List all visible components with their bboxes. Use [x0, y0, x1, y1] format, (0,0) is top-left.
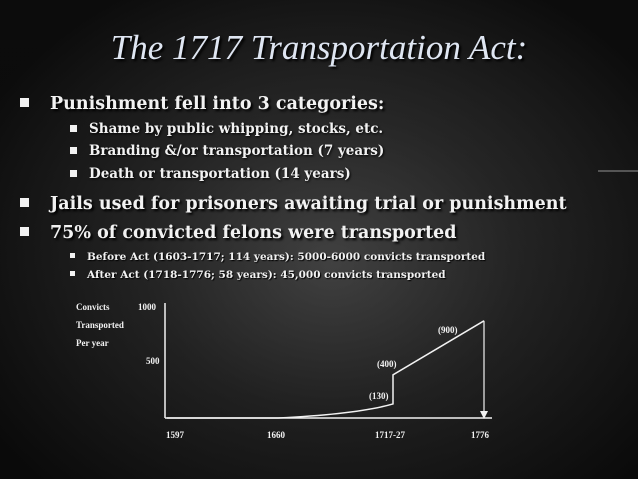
data-label-3: (400) — [377, 358, 397, 369]
bullet-punishment: Punishment fell into 3 categories: — [20, 94, 384, 114]
data-label-2: (130) — [369, 390, 389, 401]
y-tick-500: 500 — [146, 356, 160, 366]
x-tick-1597: 1597 — [166, 430, 184, 440]
sub-bullet-death: Death or transportation (14 years) — [70, 166, 351, 182]
bullet-transported: 75% of convicted felons were transported — [20, 223, 457, 243]
ylabel-line-3: Per year — [76, 338, 109, 348]
x-tick-1717-27: 1717-27 — [375, 430, 405, 440]
sub-bullet-after-act: After Act (1718-1776; 58 years): 45,000 convicts transported — [70, 269, 446, 281]
x-tick-1660: 1660 — [267, 430, 285, 440]
sub-bullet-branding: Branding &/or transportation (7 years) — [70, 143, 384, 159]
series-line — [167, 321, 484, 418]
data-label-4: (900) — [438, 324, 458, 335]
ylabel-line-2: Transported — [76, 320, 124, 330]
bullet-jails: Jails used for prisoners awaiting trial or punishment — [20, 194, 567, 214]
y-tick-1000: 1000 — [138, 302, 156, 312]
ylabel-line-1: Convicts — [76, 302, 110, 312]
sub-bullet-shame: Shame by public whipping, stocks, etc. — [70, 121, 383, 137]
slide-title: The 1717 Transportation Act: — [110, 28, 528, 67]
sub-bullet-before-act: Before Act (1603-1717; 114 years): 5000-6000 convicts transported — [70, 251, 485, 263]
x-tick-1776: 1776 — [471, 430, 489, 440]
